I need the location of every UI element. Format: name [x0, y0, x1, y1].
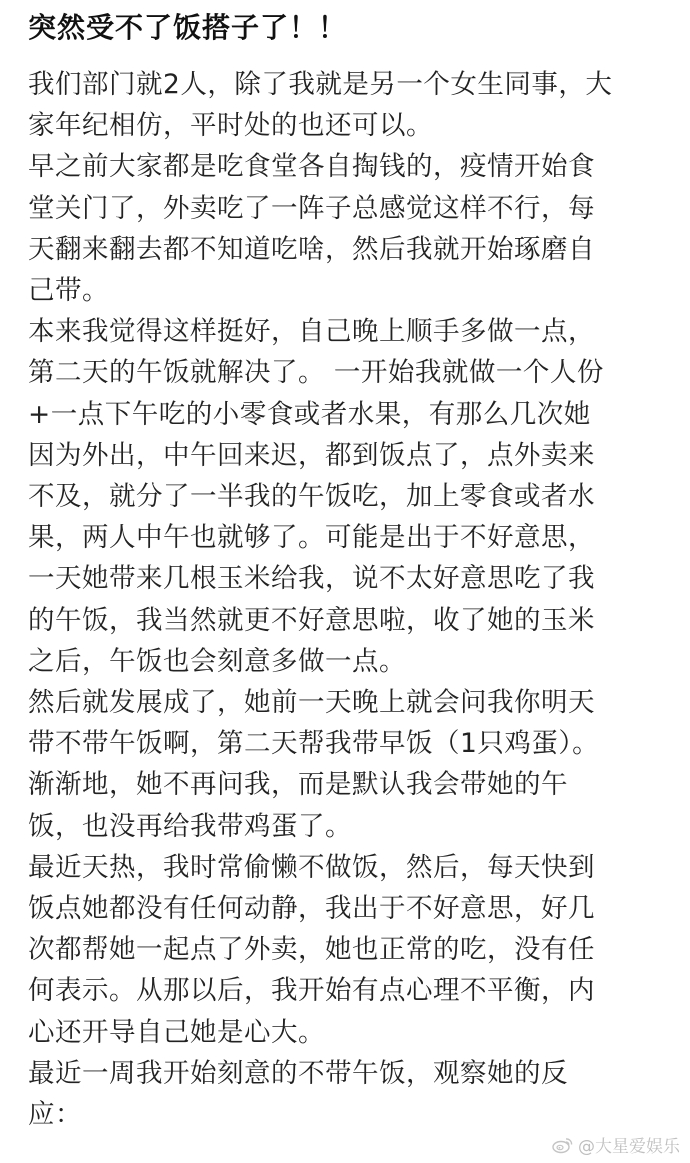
- body-line: 天翻来翻去都不知道吃啥，然后我就开始琢磨自: [28, 233, 595, 265]
- body-line: 家年纪相仿，平时处的也还可以。: [28, 110, 433, 142]
- body-line: 果，两人中午也就够了。可能是出于不好意思，: [28, 522, 595, 554]
- post-body: [28, 64, 678, 1135]
- body-line: 早之前大家都是吃食堂各自掏钱的，疫情开始食: [28, 151, 595, 183]
- body-line: 之后，午饭也会刻意多做一点。: [28, 645, 406, 677]
- body-line: 带不带午饭啊，第二天帮我带早饭（1只鸡蛋）。: [28, 728, 600, 760]
- body-line: 心还开导自己她是心大。: [28, 1016, 325, 1048]
- body-line: 堂关门了，外卖吃了一阵子总感觉这样不行，每: [28, 192, 595, 224]
- post-title: 突然受不了饭搭子了！！: [28, 11, 348, 44]
- body-line: 最近一周我开始刻意的不带午饭，观察她的反: [28, 1057, 568, 1089]
- body-line: 饭点她都没有任何动静，我出于不好意思，好几: [28, 893, 595, 925]
- body-line: 然后就发展成了，她前一天晚上就会问我你明天: [28, 687, 595, 719]
- body-line: 次都帮她一起点了外卖，她也正常的吃，没有任: [28, 934, 595, 966]
- body-line: 应：: [28, 1099, 82, 1131]
- body-line: 不及，就分了一半我的午饭吃，加上零食或者水: [28, 481, 595, 513]
- post: [28, 0, 678, 1135]
- body-line: 己带。: [28, 275, 109, 307]
- body-line: 第二天的午饭就解决了。 一开始我就做一个人份: [28, 357, 604, 389]
- body-line: +一点下午吃的小零食或者水果，有那么几次她: [28, 398, 591, 430]
- body-line: 的午饭，我当然就更不好意思啦，收了她的玉米: [28, 604, 595, 636]
- body-line: 我们部门就2人，除了我就是另一个女生同事，大: [28, 69, 613, 100]
- weibo-icon: [552, 1136, 574, 1154]
- body-line: 因为外出，中午回来迟，都到饭点了，点外卖来: [28, 439, 595, 471]
- body-line: 一天她带来几根玉米给我，说不太好意思吃了我: [28, 563, 595, 595]
- body-line: 最近天热，我时常偷懒不做饭，然后，每天快到: [28, 851, 595, 883]
- body-line: 何表示。从那以后，我开始有点心理不平衡，内: [28, 975, 595, 1007]
- watermark-text: @大星爱娱乐: [578, 1137, 680, 1157]
- body-line: 渐渐地，她不再问我，而是默认我会带她的午: [28, 769, 568, 801]
- watermark: [552, 1132, 680, 1157]
- body-line: 本来我觉得这样挺好，自己晚上顺手多做一点，: [28, 316, 595, 348]
- body-line: 饭，也没再给我带鸡蛋了。: [28, 810, 352, 842]
